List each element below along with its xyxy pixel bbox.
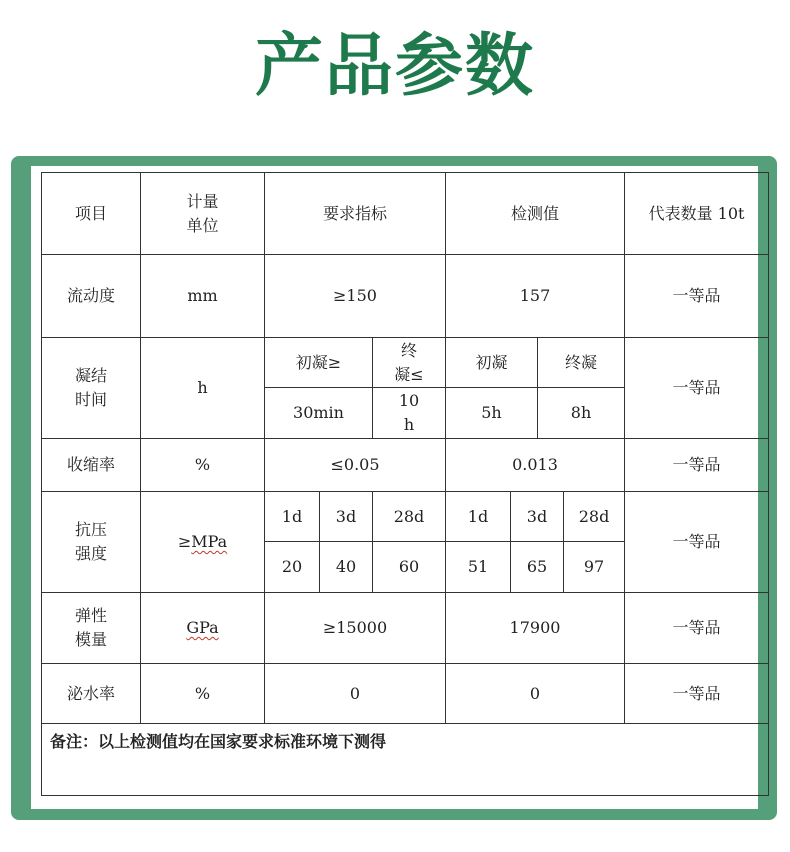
strength-unit: ≥MPa	[141, 492, 265, 593]
header-item: 项目	[42, 173, 141, 255]
strength-req-value-3: 60	[373, 542, 446, 593]
strength-meas-day-1: 1d	[446, 492, 511, 542]
table-row	[42, 255, 769, 338]
product-parameters-table	[41, 172, 769, 796]
table-row	[42, 492, 769, 542]
table-paper	[31, 166, 758, 809]
strength-grade: 一等品	[625, 492, 769, 593]
header-quantity: 代表数量 10t	[625, 173, 769, 255]
strength-meas-value-1: 51	[446, 542, 511, 593]
strength-meas-day-3: 28d	[564, 492, 625, 542]
setting-meas-initial-value: 5h	[446, 388, 538, 439]
modulus-requirement: ≥15000	[265, 593, 446, 664]
fluidity-requirement: ≥150	[265, 255, 446, 338]
strength-meas-value-2: 65	[511, 542, 564, 593]
setting-unit: h	[141, 338, 265, 439]
table-row	[42, 173, 769, 255]
fluidity-name: 流动度	[42, 255, 141, 338]
shrinkage-requirement: ≤0.05	[265, 439, 446, 492]
header-requirement: 要求指标	[265, 173, 446, 255]
fluidity-grade: 一等品	[625, 255, 769, 338]
bleeding-unit: %	[141, 664, 265, 724]
setting-meas-final-value: 8h	[538, 388, 625, 439]
bleeding-requirement: 0	[265, 664, 446, 724]
setting-name: 凝结 时间	[42, 338, 141, 439]
table-note: 备注：以上检测值均在国家要求标准环境下测得	[42, 724, 769, 796]
table-row	[42, 338, 769, 388]
setting-req-final-value: 10 h	[373, 388, 446, 439]
setting-meas-final-label: 终凝	[538, 338, 625, 388]
setting-req-final-label: 终 凝≤	[373, 338, 446, 388]
shrinkage-unit: %	[141, 439, 265, 492]
setting-req-initial-value: 30min	[265, 388, 373, 439]
modulus-measured: 17900	[446, 593, 625, 664]
strength-name: 抗压 强度	[42, 492, 141, 593]
strength-meas-value-3: 97	[564, 542, 625, 593]
shrinkage-name: 收缩率	[42, 439, 141, 492]
header-unit: 计量 单位	[141, 173, 265, 255]
fluidity-measured: 157	[446, 255, 625, 338]
bleeding-name: 泌水率	[42, 664, 141, 724]
fluidity-unit: mm	[141, 255, 265, 338]
strength-meas-day-2: 3d	[511, 492, 564, 542]
table-row	[42, 439, 769, 492]
shrinkage-measured: 0.013	[446, 439, 625, 492]
bleeding-grade: 一等品	[625, 664, 769, 724]
strength-req-day-2: 3d	[320, 492, 373, 542]
setting-meas-initial-label: 初凝	[446, 338, 538, 388]
modulus-grade: 一等品	[625, 593, 769, 664]
table-row	[42, 724, 769, 796]
shrinkage-grade: 一等品	[625, 439, 769, 492]
strength-req-value-1: 20	[265, 542, 320, 593]
table-row	[42, 593, 769, 664]
bleeding-measured: 0	[446, 664, 625, 724]
setting-req-initial-label: 初凝≥	[265, 338, 373, 388]
modulus-unit: GPa	[141, 593, 265, 664]
modulus-name: 弹性 模量	[42, 593, 141, 664]
header-measured: 检测值	[446, 173, 625, 255]
strength-req-day-3: 28d	[373, 492, 446, 542]
strength-req-day-1: 1d	[265, 492, 320, 542]
table-frame	[11, 156, 777, 820]
page-title: 产品参数	[254, 27, 535, 106]
setting-grade: 一等品	[625, 338, 769, 439]
strength-req-value-2: 40	[320, 542, 373, 593]
table-row	[42, 664, 769, 724]
